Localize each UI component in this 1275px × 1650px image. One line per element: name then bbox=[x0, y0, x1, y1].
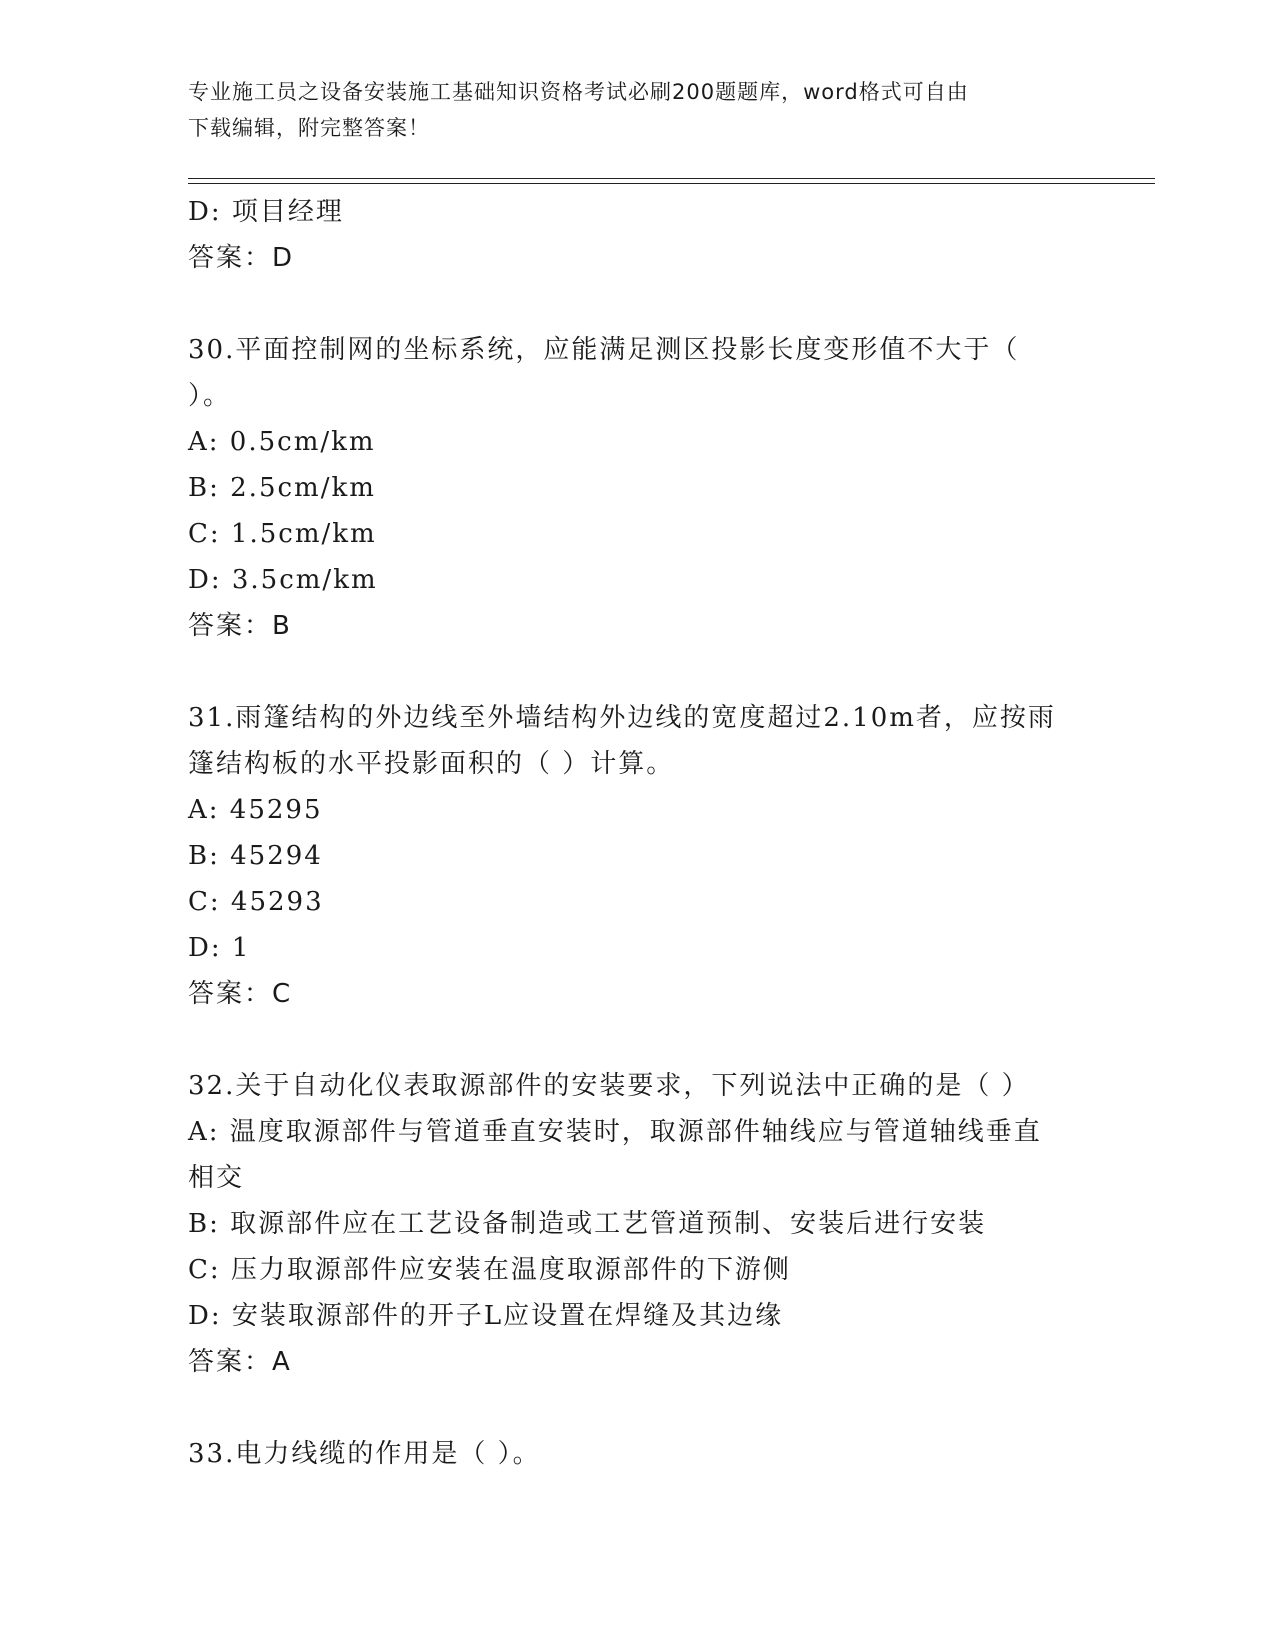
q32-stem-line-1: 32.关于自动化仪表取源部件的安装要求，下列说法中正确的是（ ） bbox=[188, 1071, 1030, 1101]
header-divider-bottom bbox=[188, 183, 1155, 184]
q31-option-a: A: 45295 bbox=[188, 795, 323, 825]
q31-stem-line-2: 篷结构板的水平投影面积的（ ）计算。 bbox=[188, 749, 675, 779]
document-header bbox=[188, 74, 1088, 146]
q30-stem-line-2: ）。 bbox=[188, 381, 232, 411]
question-list bbox=[188, 189, 1088, 1477]
q32-option-b: B: 取源部件应在工艺设备制造或工艺管道预制、安装后进行安装 bbox=[188, 1209, 987, 1239]
q32-option-c: C: 压力取源部件应安装在温度取源部件的下游侧 bbox=[188, 1255, 791, 1285]
q30-option-c: C: 1.5cm/km bbox=[188, 519, 377, 549]
question-gap bbox=[188, 281, 1088, 327]
q30-option-d: D: 3.5cm/km bbox=[188, 565, 378, 595]
header-line-2: 下载编辑，附完整答案！ bbox=[188, 116, 430, 140]
q30-option-b: B: 2.5cm/km bbox=[188, 473, 376, 503]
header-divider-top bbox=[188, 178, 1155, 179]
question-gap bbox=[188, 1385, 1088, 1431]
q29-option-d: D: 项目经理 bbox=[188, 197, 344, 227]
q31-option-c: C: 45293 bbox=[188, 887, 324, 917]
q32-answer: 答案：A bbox=[188, 1347, 292, 1377]
q32-option-d: D: 安装取源部件的开子L应设置在焊缝及其边缘 bbox=[188, 1301, 784, 1331]
q32-option-a-line-1: A: 温度取源部件与管道垂直安装时，取源部件轴线应与管道轴线垂直 bbox=[188, 1117, 1042, 1147]
header-line-1: 专业施工员之设备安装施工基础知识资格考试必刷200题题库，word格式可自由 bbox=[188, 80, 969, 104]
q31-option-d: D: 1 bbox=[188, 933, 251, 963]
question-gap bbox=[188, 649, 1088, 695]
q31-answer: 答案：C bbox=[188, 979, 293, 1009]
q30-option-a: A: 0.5cm/km bbox=[188, 427, 376, 457]
q31-stem-line-1: 31.雨篷结构的外边线至外墙结构外边线的宽度超过2.10m者，应按雨 bbox=[188, 703, 1056, 733]
q33-stem-line-1: 33.电力线缆的作用是（ ）。 bbox=[188, 1439, 541, 1469]
q30-stem-line-1: 30.平面控制网的坐标系统，应能满足测区投影长度变形值不大于（ bbox=[188, 335, 1020, 365]
q32-option-a-line-2: 相交 bbox=[188, 1163, 245, 1193]
q31-option-b: B: 45294 bbox=[188, 841, 323, 871]
question-gap bbox=[188, 1017, 1088, 1063]
q29-answer: 答案：D bbox=[188, 243, 295, 273]
q30-answer: 答案：B bbox=[188, 611, 292, 641]
